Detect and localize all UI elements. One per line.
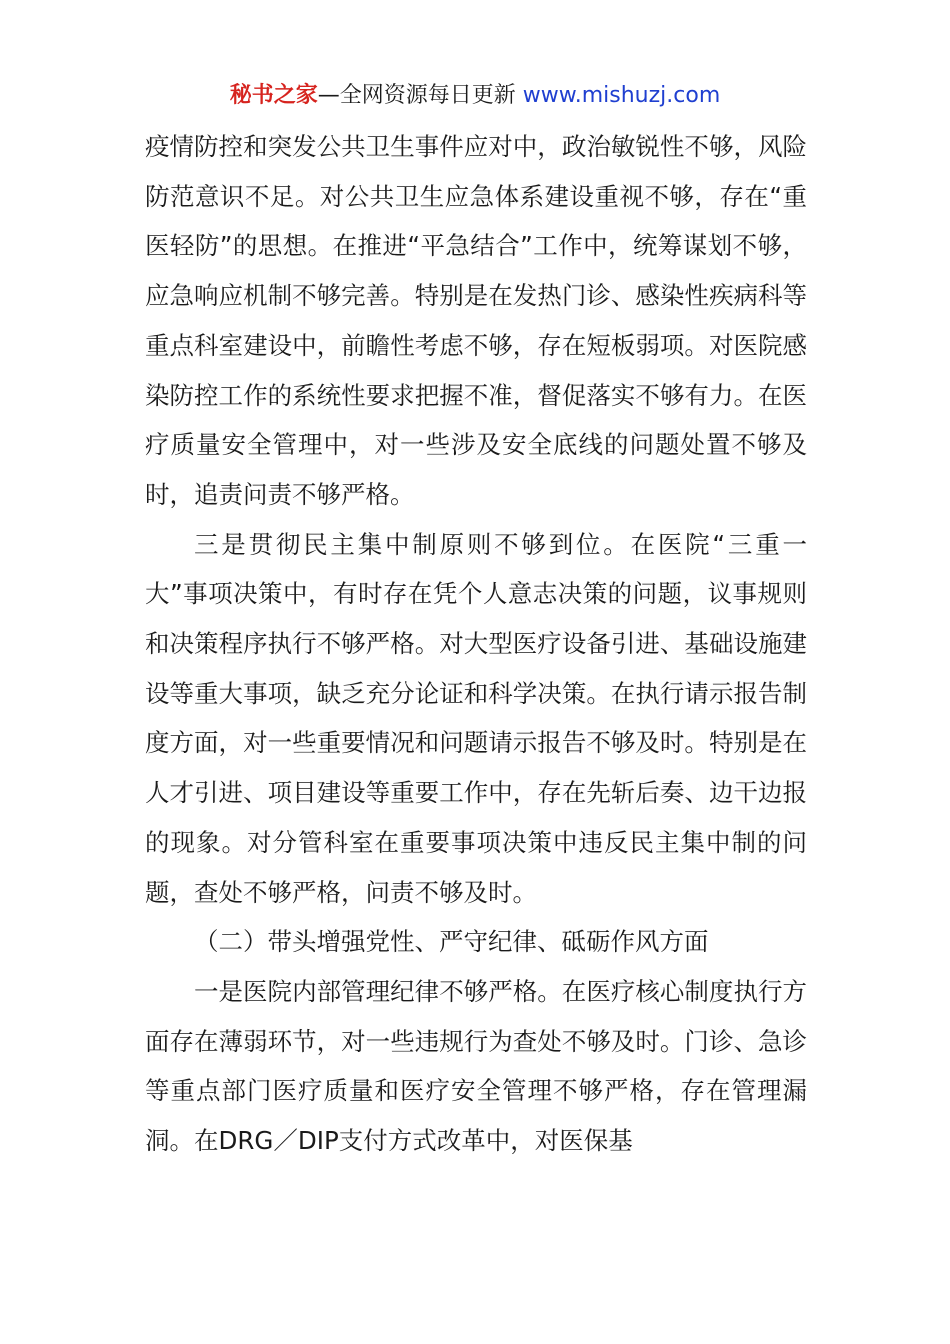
paragraph-continued: 疫情防控和突发公共卫生事件应对中，政治敏锐性不够，风险防范意识不足。对公共卫生应急体系建设重视不够，存在“重医轻防”的思想。在推进“平急结合”工作中，统筹谋划不够，应急响应机制不够完善。特别是在发热门诊、感染性疾病科等重点科室建设中，前瞻性考虑不够，存在短板弱项。对医院感染防控工作的系统性要求把握不准，督促落实不够有力。在医疗质量安全管理中，对一些涉及安全底线的问题处置不够及时，追责问责不够严格。	[145, 132, 807, 509]
document-body	[145, 122, 807, 1166]
header-brand: 秘书之家	[229, 83, 318, 108]
paragraph-internal-management: 一是医院内部管理纪律不够严格。在医疗核心制度执行方面存在薄弱环节，对一些违规行为查处不够及时。门诊、急诊等重点部门医疗质量和医疗安全管理不够严格，存在管理漏洞。在DRG／DIP支付方式改革中，对医保基	[145, 976, 807, 1156]
page-header	[0, 80, 950, 112]
section-heading: （二）带头增强党性、严守纪律、砥砺作风方面	[194, 927, 709, 957]
paragraph-democratic-centralism: 三是贯彻民主集中制原则不够到位。在医院“三重一大”事项决策中，有时存在凭个人意志决策的问题，议事规则和决策程序执行不够严格。对大型医疗设备引进、基础设施建设等重大事项，缺乏充分论证和科学决策。在执行请示报告制度方面，对一些重要情况和问题请示报告不够及时。特别是在人才引进、项目建设等重要工作中，存在先斩后奏、边干边报的现象。对分管科室在重要事项决策中违反民主集中制的问题，查处不够严格，问责不够及时。	[145, 529, 807, 907]
header-slogan: —全网资源每日更新	[317, 83, 523, 108]
header-site-link[interactable]: www.mishuzj.com	[522, 83, 721, 108]
